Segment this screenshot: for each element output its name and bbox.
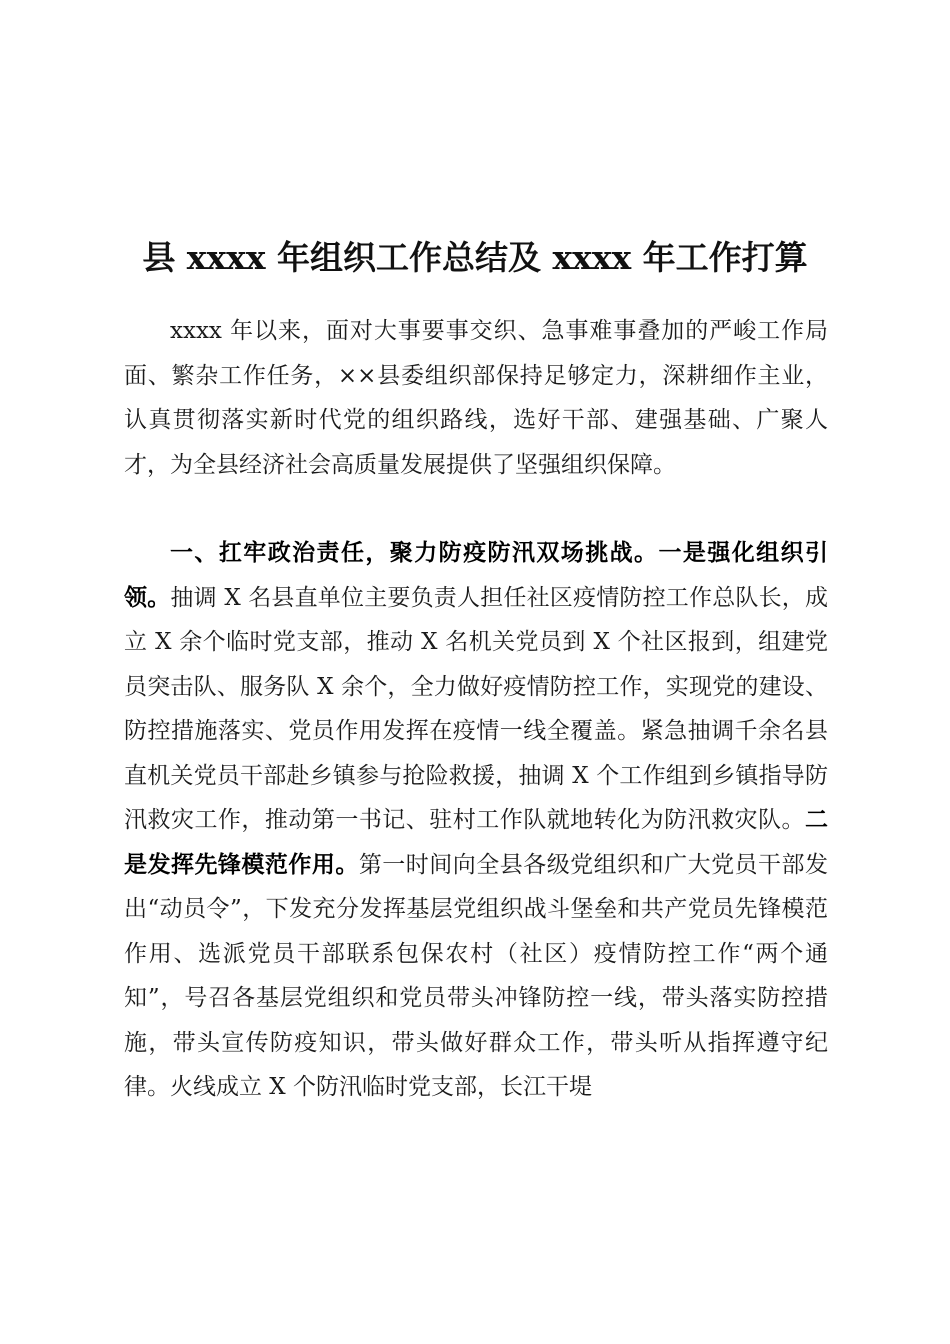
point-two-heading: 二是发挥先锋模范作用。 (124, 806, 828, 878)
intro-paragraph: xxxx 年以来，面对大事要事交织、急事难事叠加的严峻工作局面、繁杂工作任务，××县委组织部保持足够定力，深耕细作主业，认真贯彻落实新时代党的组织路线，选好干部、建强基础、广聚人才，为全县经济社会高质量发展提供了坚强组织保障。 (124, 318, 828, 478)
point-two-text: 第一时间向全县各级党组织和广大党员干部发出“动员令”，下发充分发挥基层党组织战斗堡垒和共产党员先锋模范作用、选派党员干部联系包保农村（社区）疫情防控工作“两个通知”，号召各基层党组织和党员带头冲锋防控一线，带头落实防控措施，带头宣传防疫知识，带头做好群众工作，带头听从指挥遵守纪律。火线成立 X 个防汛临时党支部，长江干堤 (124, 851, 829, 1100)
point-one-heading: 一是强化组织引领。 (124, 539, 829, 611)
point-one-text: 抽调 X 名县直单位主要负责人担任社区疫情防控工作总队长，成立 X 余个临时党支部，推动 X 名机关党员到 X 个社区报到，组建党员突击队、服务队 X 余个，全力做好疫情防控工作，实现党的建设、防控措施落实、党员作用发挥在疫情一线全覆盖。紧急抽调千余名县直机关党员干部赴乡镇参与抢险救援，抽调 X 个工作组到乡镇指导防汛救灾工作，推动第一书记、驻村工作队就地转化为防汛救灾队。 (124, 584, 829, 833)
document-title: 县 xxxx 年组织工作总结及 xxxx 年工作打算 (142, 238, 808, 278)
section-one-paragraph (124, 531, 828, 1110)
section-one-heading: 一、扛牢政治责任，聚力防疫防汛双场挑战。 (170, 539, 659, 566)
